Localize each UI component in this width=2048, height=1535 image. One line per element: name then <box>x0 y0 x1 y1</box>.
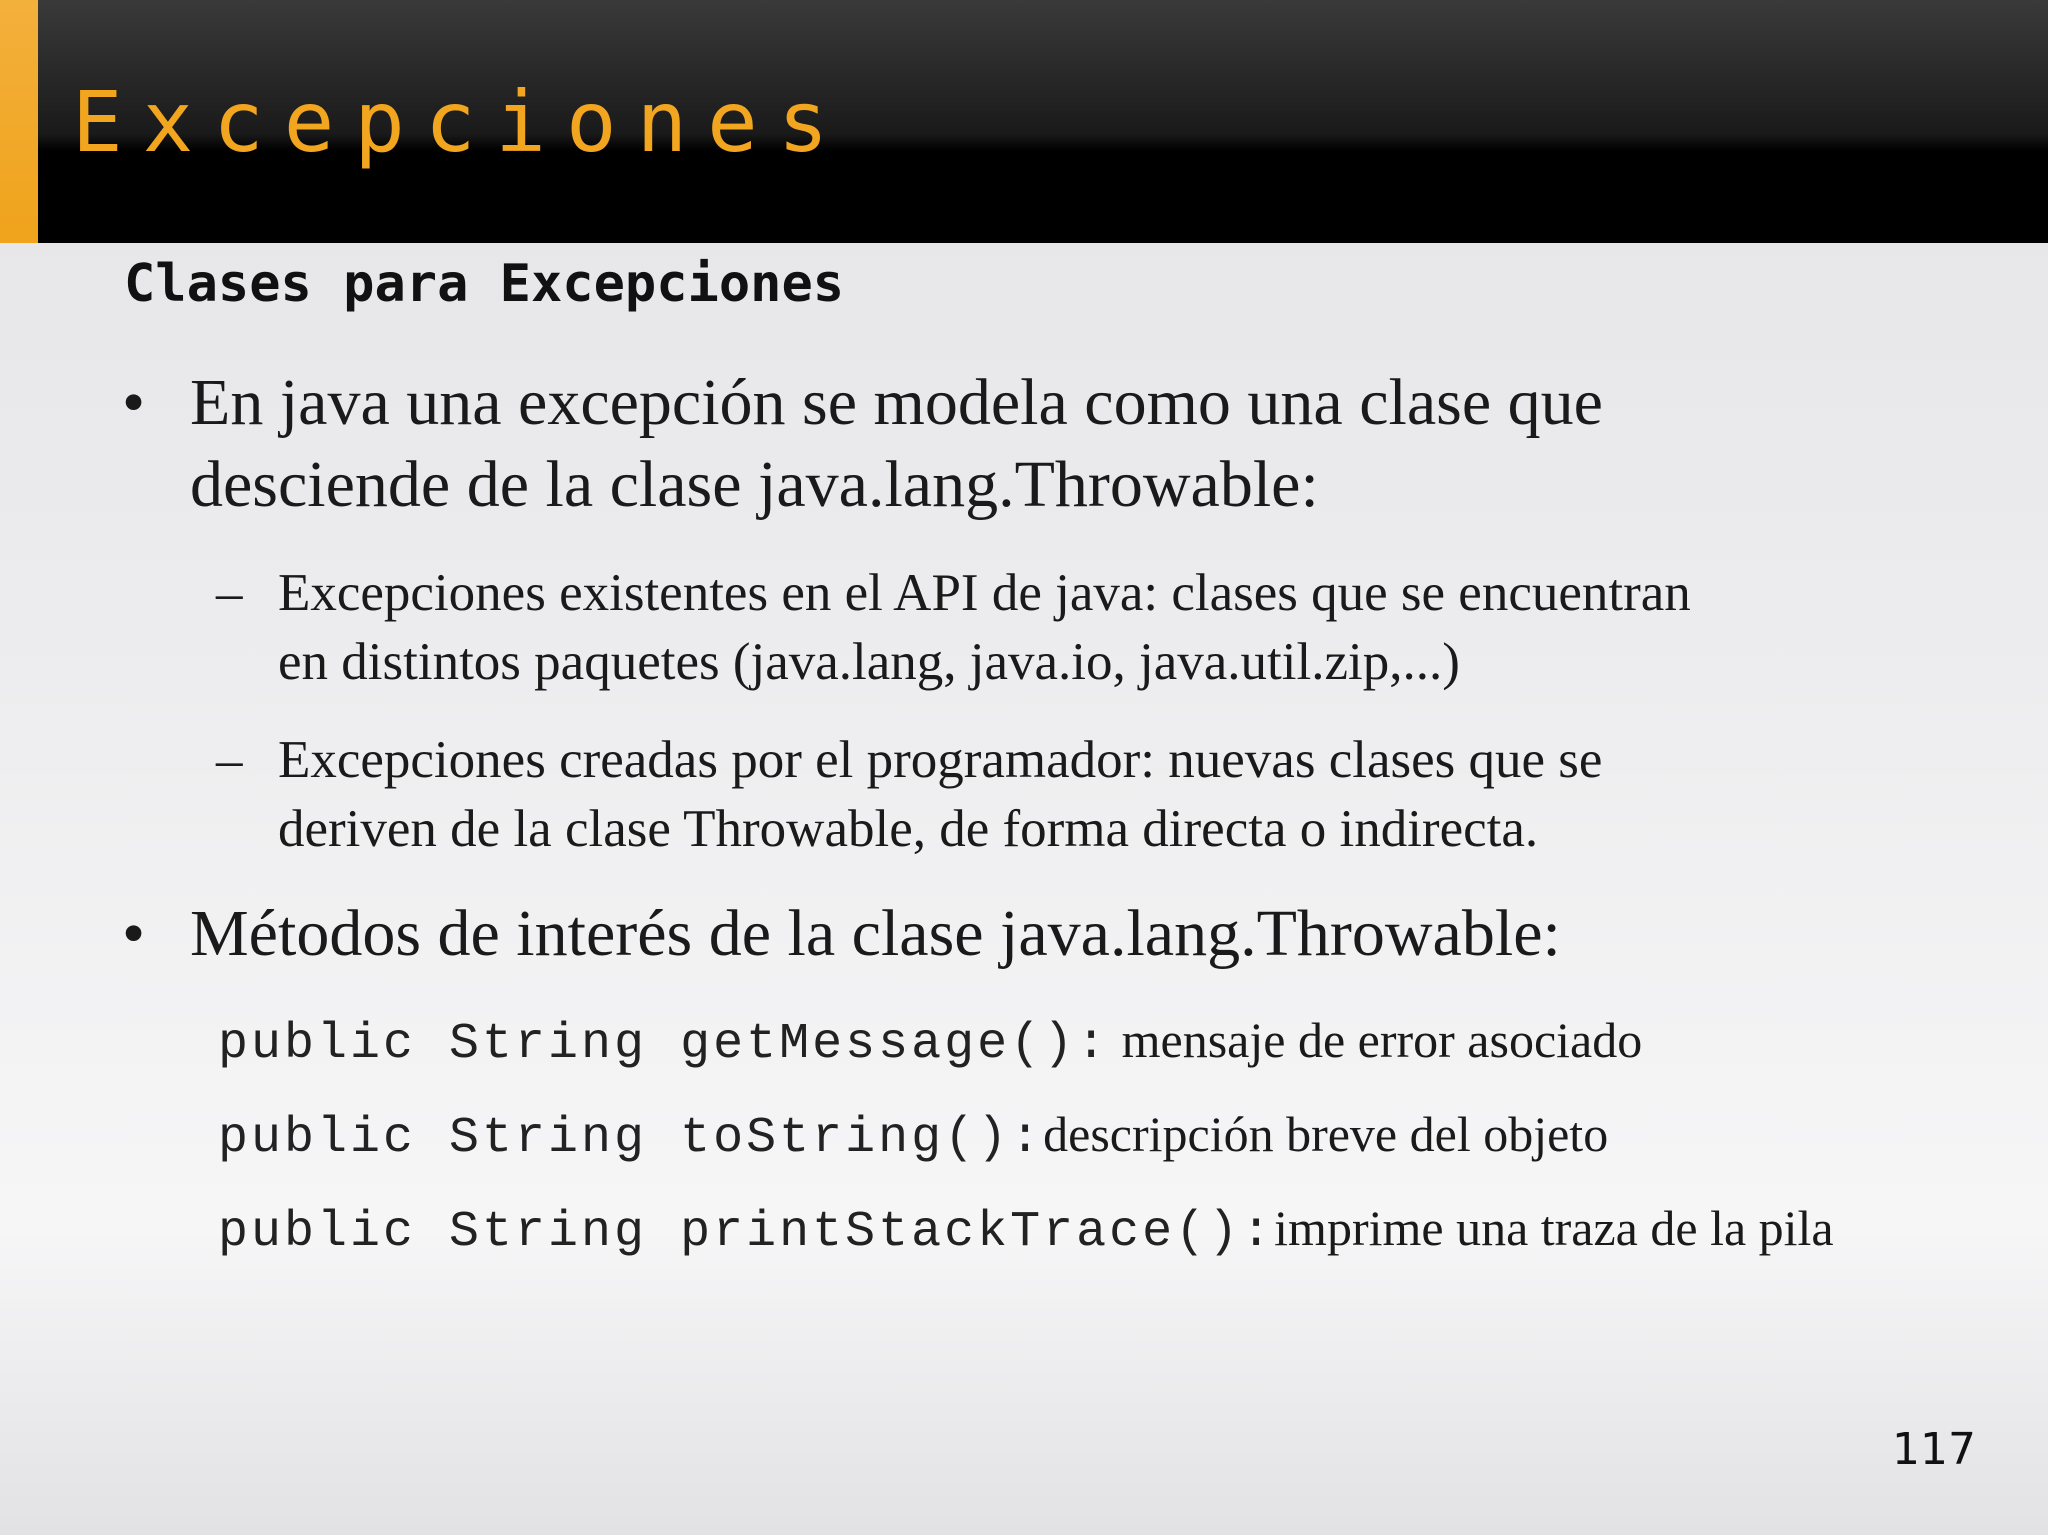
method-print-stack-trace <box>218 1200 1834 1261</box>
slide-subtitle: Clases para Excepciones <box>124 254 845 314</box>
page-number: 117 <box>1892 1424 1976 1475</box>
method-signature: public String printStackTrace(): <box>218 1204 1275 1261</box>
method-description: mensaje de error asociado <box>1109 1012 1643 1068</box>
slide-title: Excepciones <box>72 73 849 171</box>
sub-line-1: Excepciones existentes en el API de java: clases que se encuentran <box>278 564 1691 622</box>
dash-icon: – <box>216 731 243 789</box>
method-description: descripción breve del objeto <box>1043 1106 1609 1162</box>
method-description: imprime una traza de la pila <box>1274 1200 1834 1256</box>
sub-text <box>278 559 1691 697</box>
slide-header <box>0 0 2048 243</box>
method-get-message <box>218 1012 1643 1073</box>
accent-bar <box>0 0 38 243</box>
method-signature: public String getMessage(): <box>218 1016 1110 1073</box>
sub-line-1: Excepciones creadas por el programador: nuevas clases que se <box>278 731 1603 789</box>
method-to-string <box>218 1106 1609 1167</box>
bullet-line-1: En java una excepción se modela como una clase que <box>190 366 1603 439</box>
sub-text <box>278 726 1602 864</box>
bullet-text: Métodos de interés de la clase java.lang.Throwable: <box>190 897 1561 970</box>
bullet-icon: • <box>122 897 146 970</box>
bullet-icon: • <box>122 366 146 439</box>
bullet-text <box>190 362 1603 526</box>
sub-line-2: deriven de la clase Throwable, de forma directa o indirecta. <box>278 800 1539 858</box>
dash-icon: – <box>216 564 243 622</box>
bullet-line-2: desciende de la clase java.lang.Throwable: <box>190 448 1319 521</box>
method-signature: public String toString(): <box>218 1110 1044 1167</box>
sub-line-2: en distintos paquetes (java.lang, java.io, java.util.zip,...) <box>278 633 1460 691</box>
